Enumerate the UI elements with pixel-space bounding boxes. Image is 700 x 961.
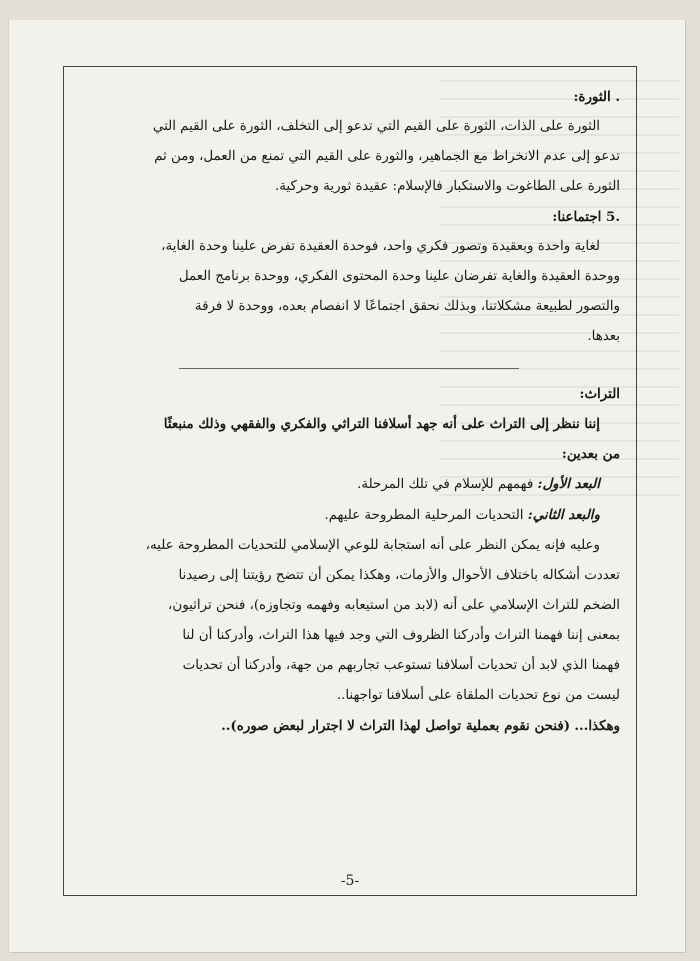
section-heritage-title: التراث: <box>579 386 620 402</box>
text-line: الثورة على الذات، الثورة على القيم التي تدعو إلى التخلف، الثورة على القيم التي <box>152 119 600 134</box>
section-gathering-title <box>78 202 620 232</box>
text-line: بعدها. <box>587 329 620 344</box>
dimension-two <box>78 500 620 531</box>
closing-text: (فنحن نقوم بعملية تواصل لهذا التراث لا اجترار لبعض صوره).. <box>221 718 571 734</box>
page-number: -5- <box>340 873 360 889</box>
text-line: فهمنا الذي لابد أن تحديات أسلافنا تستوعب تجاربهم من جهة، وأدركنا أن تحديات <box>182 658 620 673</box>
text-line: تدعو إلى عدم الانخراط مع الجماهير، والثورة على القيم التي تمنع من العمل، ومن ثم <box>154 149 620 164</box>
text-line: ووحدة العقيدة والغاية تفرضان علينا وحدة المحتوى الفكري، ووحدة برنامج العمل <box>178 269 620 284</box>
dimension-one <box>78 469 620 500</box>
section-divider <box>179 368 519 369</box>
document-body <box>78 82 620 742</box>
dimension-one-label: البعد الأول: <box>537 476 600 492</box>
closing-line <box>78 711 620 742</box>
text-line: الضخم للتراث الإسلامي على أنه (لابد من استيعابه وفهمه وتجاوزه)، فنحن تراثيون، <box>168 598 620 613</box>
text-line: والتصور لطبيعة مشكلاتنا، وبذلك نحقق اجتماعًا لا انفصام بعده، ووحدة لا فرقة <box>194 299 620 314</box>
section-gathering-label: اجتماعنا: <box>552 209 602 225</box>
text-line: الثورة على الطاغوت والاستكبار فالإسلام: عقيدة ثورية وحركية. <box>274 179 620 194</box>
section-revolution-title: . الثورة: <box>573 89 620 105</box>
dimension-two-text: التحديات المرحلية المطروحة عليهم. <box>324 508 524 523</box>
section-number: 5. <box>606 209 620 225</box>
dimension-one-text: فهمهم للإسلام في تلك المرحلة. <box>357 477 534 492</box>
text-line: وعليه فإنه يمكن النظر على أنه استجابة للوعي الإسلامي للتحديات المطروحة عليه، <box>145 538 600 553</box>
heritage-intro-line: من بعدين: <box>561 446 620 462</box>
text-line: بمعنى إننا فهمنا التراث وأدركنا الظروف التي وجد فيها هذا التراث، وأدركنا أن لنا <box>182 628 620 643</box>
dimension-two-label: والبعد الثاني: <box>527 507 600 523</box>
text-line: لغاية واحدة وبعقيدة وتصور فكري واحد، فوحدة العقيدة تفرض علينا وحدة الغاية، <box>161 239 600 254</box>
text-line: تعددت أشكاله باختلاف الأحوال والأزمات، وهكذا يمكن أن تتضح رؤيتنا إلى رصيدنا <box>178 568 620 583</box>
closing-bold: وهكذا... <box>574 718 620 734</box>
text-line: ليست من نوع تحديات الملقاة على أسلافنا تواجهنا.. <box>336 688 620 703</box>
heritage-intro-line: إننا ننظر إلى التراث على أنه جهد أسلافنا التراثي والفكري والفقهي وذلك منبعثًا <box>163 416 600 432</box>
